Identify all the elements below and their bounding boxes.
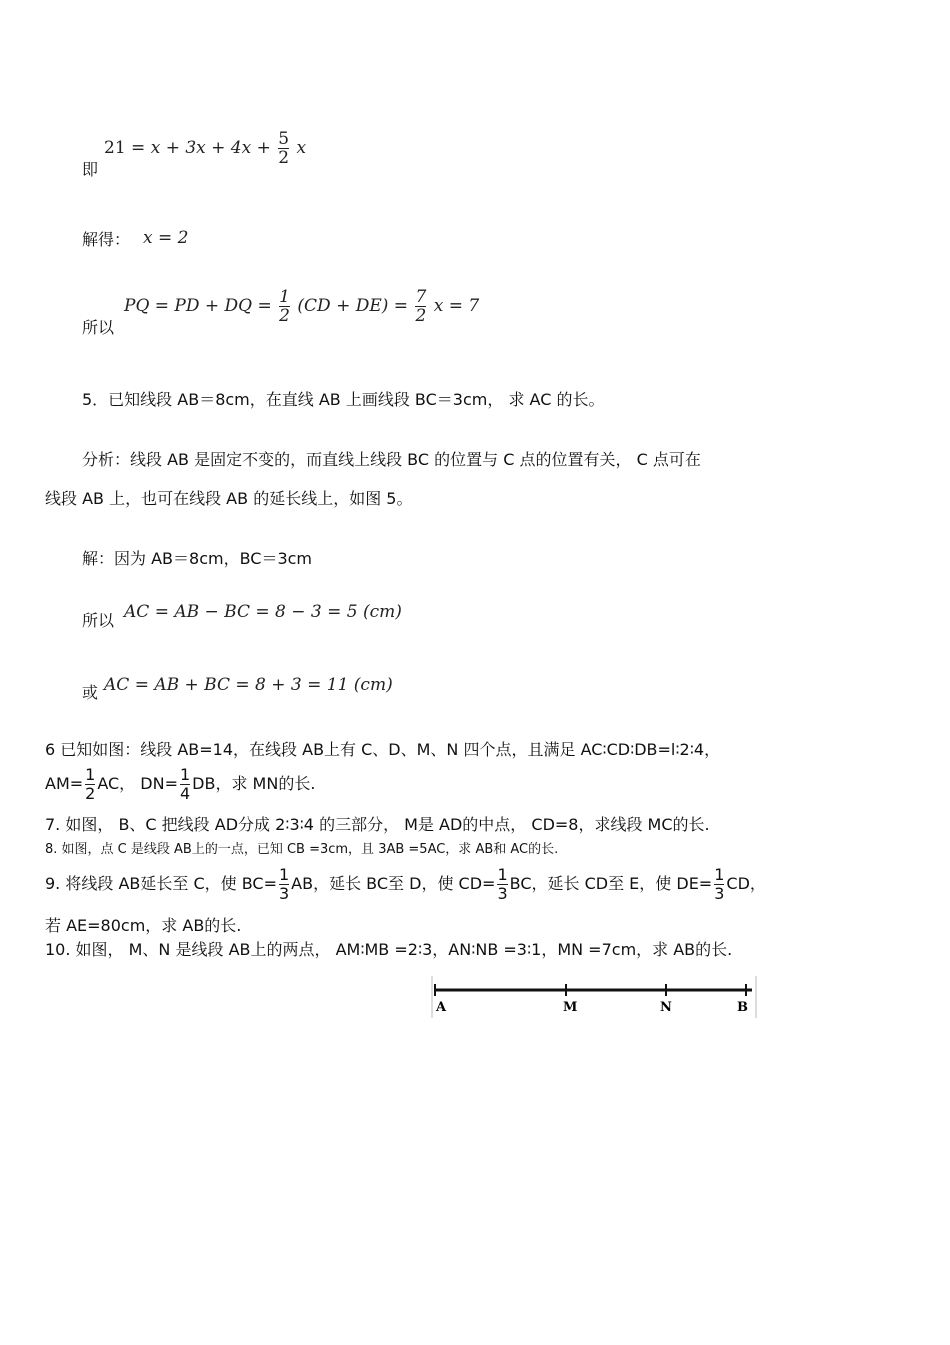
p6-frac-1 — [85, 766, 95, 803]
solve-label: 解得： — [82, 230, 131, 249]
eq1-frac-den: 2 — [278, 148, 290, 168]
pq-frac2-den: 2 — [415, 306, 427, 326]
p9-frac2-den: 3 — [497, 884, 508, 903]
problem-7: 7. 如图， B、C 把线段 AD分成 2∶3∶4 的三部分， M是 AD的中点， CD=8，求线段 MC的长. — [45, 815, 710, 834]
eq1-terms: x + 3x + 4x + — [150, 138, 271, 158]
p6-dn: DN= — [140, 774, 178, 793]
pq-frac1-den: 2 — [279, 306, 290, 326]
problem-5-solution: 解：因为 AB＝8cm，BC＝3cm — [82, 549, 313, 568]
problem-5: 5．已知线段 AB＝8cm，在直线 AB 上画线段 BC＝3cm， 求 AC 的长。 — [82, 390, 605, 409]
p6-am: AM= — [45, 774, 84, 793]
p6-frac2-num: 1 — [179, 765, 191, 784]
p6-frac2-den: 4 — [179, 784, 191, 803]
so-label: 所以 — [82, 318, 115, 337]
p9-part-c: BC，延长 CD至 E，使 DE= — [509, 874, 713, 893]
p6-ac: AC， — [97, 774, 136, 793]
problem-5-so-label: 所以 — [82, 611, 115, 630]
problem-5-analysis-line-1: 分析：线段 AB 是固定不变的，而直线上线段 BC 的位置与 C 点的位置有关， C 点可在 — [82, 450, 701, 469]
p6-frac-2 — [180, 766, 190, 803]
label-a: A — [436, 1000, 447, 1015]
p6-db: DB，求 MN的长. — [192, 774, 316, 793]
p9-part-b: AB，延长 BC至 D，使 CD= — [291, 874, 496, 893]
pq-equation — [124, 288, 479, 325]
p9-frac-3 — [714, 866, 724, 903]
eq1-lhs: 21 — [104, 138, 126, 158]
p9-frac1-den: 3 — [278, 884, 290, 903]
pq-frac1-num: 1 — [279, 287, 290, 307]
eq1-fraction — [278, 130, 289, 167]
eq1-equation: 21 = x + 3x + 4x + $\frac{5}{2}$ x — [104, 129, 307, 168]
pq-mid: (CD + DE) = — [297, 296, 409, 316]
problem-9-line-1 — [45, 866, 766, 903]
p9-part-d: CD， — [726, 874, 766, 893]
p9-frac-2 — [497, 866, 507, 903]
p9-frac3-num: 1 — [714, 865, 725, 884]
problem-6-line-2 — [45, 766, 315, 803]
label-n: N — [660, 1000, 672, 1015]
label-b: B — [737, 1000, 748, 1015]
p9-frac-1 — [279, 866, 289, 903]
p6-frac1-den: 2 — [85, 784, 96, 803]
pq-left: PQ = PD + DQ = — [124, 296, 272, 316]
pq-fraction-2 — [415, 288, 426, 325]
problem-10: 10. 如图， M、N 是线段 AB上的两点， AM∶MB =2∶3，AN∶NB =3∶1，MN =7cm，求 AB的长. — [45, 940, 733, 959]
problem-8: 8. 如图，点 C 是线段 AB上的一点，已知 CB =3cm，且 3AB =5AC，求 AB和 AC的长. — [45, 842, 559, 857]
pq-end: x = 7 — [433, 296, 480, 316]
solve-equation: x = 2 — [143, 228, 189, 248]
eq1-x: x — [296, 138, 307, 158]
problem-5-or-label: 或 — [82, 683, 99, 702]
pq-fraction-1 — [279, 288, 290, 325]
eq1-prefix: 即 — [82, 160, 99, 179]
p9-frac2-num: 1 — [497, 865, 508, 884]
problem-9-line-2: 若 AE=80cm，求 AB的长. — [45, 916, 242, 935]
problem-5-or-equation: AC = AB + BC = 8 + 3 = 11 (cm) — [104, 675, 393, 695]
p9-part-a: 9. 将线段 AB延长至 C，使 BC= — [45, 874, 277, 893]
segment-figure — [430, 976, 760, 1018]
p9-frac1-num: 1 — [278, 865, 290, 884]
eq1-frac-num: 5 — [278, 129, 290, 149]
problem-6-line-1: 6 已知如图：线段 AB=14，在线段 AB上有 C、D、M、N 四个点，且满足 AC∶CD∶DB=l∶2∶4， — [45, 740, 721, 759]
problem-5-analysis-line-2: 线段 AB 上，也可在线段 AB 的延长线上，如图 5。 — [45, 489, 413, 508]
pq-frac2-num: 7 — [415, 287, 427, 307]
label-m: M — [563, 1000, 578, 1015]
problem-5-so-equation: AC = AB − BC = 8 − 3 = 5 (cm) — [124, 602, 402, 622]
p6-frac1-num: 1 — [85, 765, 96, 784]
p9-frac3-den: 3 — [714, 884, 725, 903]
